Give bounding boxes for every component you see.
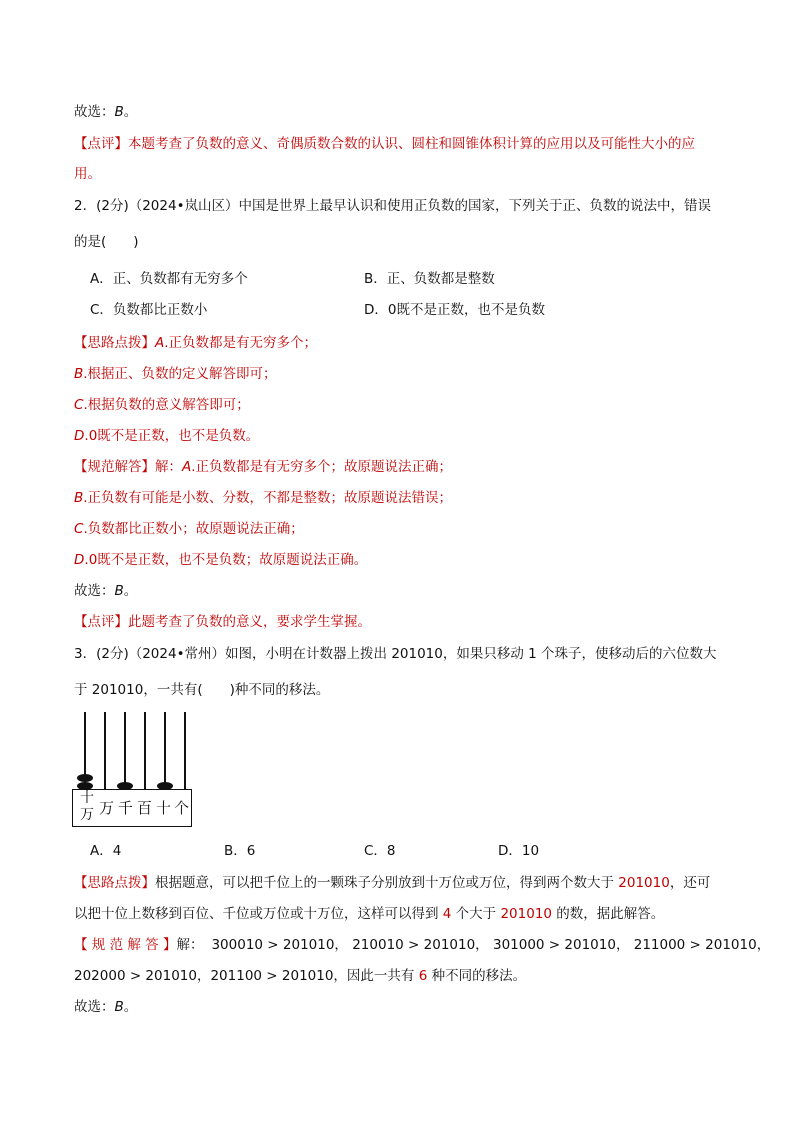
q3-option-b: B．6 [224,843,256,859]
hint-text: 以把十位上数移到百位、千位或万位或十万位，这样可以得到 [74,906,439,922]
solution-lead: 解： [155,459,182,475]
label-ge: 个 [174,799,190,817]
hint-number: 4 [438,906,456,922]
label-wan: 万 [99,799,115,817]
q3-stem: 3．(2分)（2024•常州）如图，小明在计数器上拨出 201010，如果只移动 1 个珠子，使移动后的六位数大 [74,646,717,662]
q1-answer [74,102,137,122]
solution-tag: 【 规 范 解 答 】 [74,937,177,953]
comment-text: 本题考查了负数的意义、奇偶质数合数的认识、圆柱和圆锥体积计算的应用以及可能性大小的应 [128,136,695,152]
comment-text: 此题考查了负数的意义，要求学生掌握。 [128,614,371,630]
q3-option-a: A．4 [90,843,122,859]
abacus-label-box [72,789,192,827]
solution-text: 300010 > 201010， 210010 > 201010， 301000 > 201010， 211000 > 201010， [211,937,771,953]
abacus-rod [184,712,186,790]
solution-text: .正负数都是有无穷多个；故原题说法正确； [191,459,453,475]
q3-solution [74,935,770,955]
q2-comment [74,612,371,632]
q2-option-c: C．负数都比正数小 [90,302,208,318]
hint-letter: A [155,335,165,351]
hint-tag: 【思路点拨】 [74,335,155,351]
q2-option-a: A．正、负数都有无穷多个 [90,271,248,287]
q2-solution-a [74,457,452,477]
abacus-figure [72,712,194,830]
hint-number: 201010 [496,906,557,922]
q2-hint-c [74,395,250,415]
q2-solution-b [74,488,452,508]
comment-tag: 【点评】 [74,614,128,630]
solution-letter: B [74,490,84,506]
comment-tag: 【点评】 [74,136,128,152]
q3-hint [74,873,710,893]
solution-letter: D [74,552,85,568]
label-shi: 十 [156,799,172,817]
solution-lead: 解： [176,937,204,953]
hint-text: .0既不是正数，也不是负数。 [84,428,260,444]
answer-prefix: 故选： [74,583,115,599]
abacus-rod [164,712,166,790]
answer-letter: B [114,999,124,1015]
answer-suffix: 。 [123,583,138,599]
hint-text: 根据题意，可以把千位上的一颗珠子分别放到十万位或万位，得到两个数大于 [155,875,614,891]
solution-text: 202000 > 201010，201100 > 201010，因此一共有 [74,968,415,984]
abacus-rod [124,712,126,790]
label-shiwan [79,790,95,824]
q3-stem-cont: 于 201010，一共有( )种不同的移法。 [74,682,330,698]
q2-solution-c [74,519,304,539]
q2-option-d: D．0既不是正数，也不是负数 [364,302,545,318]
answer-prefix: 故选： [74,104,115,120]
q3-option-d: D．10 [498,843,540,859]
q2-stem: 2．(2分)（2024•岚山区）中国是世界上最早认识和使用正负数的国家，下列关于正、负数的说法中，错误 [74,198,712,214]
q2-hint-d [74,426,259,446]
hint-letter: D [74,428,85,444]
q3-option-c: C．8 [364,843,396,859]
hint-tag: 【思路点拨】 [74,875,155,891]
solution-number: 6 [414,968,432,984]
q2-hint-b [74,364,277,384]
label-bai: 百 [137,799,153,817]
abacus-bead [77,774,93,782]
hint-letter: B [74,366,84,382]
solution-text: .0既不是正数，也不是负数；故原题说法正确。 [84,552,368,568]
abacus-rod [144,712,146,790]
answer-letter: B [114,104,124,120]
q2-answer [74,581,137,601]
q3-answer [74,997,137,1017]
hint-number: 201010 [614,875,670,891]
hint-text: .正负数都是有无穷多个； [164,335,318,351]
hint-text: 的数，据此解答。 [556,906,665,922]
hint-text: .根据正、负数的定义解答即可； [83,366,277,382]
solution-text: 种不同的移法。 [431,968,527,984]
hint-text: .根据负数的意义解答即可； [83,397,250,413]
answer-suffix: 。 [123,104,138,120]
q3-solution-cont [74,966,526,986]
label-qian: 千 [118,799,134,817]
q2-option-b: B．正、负数都是整数 [364,271,495,287]
solution-text: .负数都比正数小；故原题说法正确； [83,521,304,537]
q2-stem-cont: 的是( ) [74,234,139,250]
hint-text: ，还可 [669,875,711,891]
solution-letter: A [182,459,192,475]
answer-prefix: 故选： [74,999,115,1015]
q2-solution-d [74,550,367,570]
label-shiwan-top: 十 [80,790,94,806]
q2-hint-a [74,333,317,353]
solution-letter: C [74,521,84,537]
answer-suffix: 。 [123,999,138,1015]
answer-letter: B [114,583,124,599]
label-shiwan-bottom: 万 [80,807,94,823]
q1-comment [74,134,695,154]
q1-comment-cont: 用。 [74,166,101,182]
hint-text: 个大于 [455,906,497,922]
solution-tag: 【规范解答】 [74,459,155,475]
abacus-rod [104,712,106,790]
q3-hint-cont [74,904,664,924]
hint-letter: C [74,397,84,413]
solution-text: .正负数有可能是小数、分数，不都是整数；故原题说法错误； [83,490,453,506]
